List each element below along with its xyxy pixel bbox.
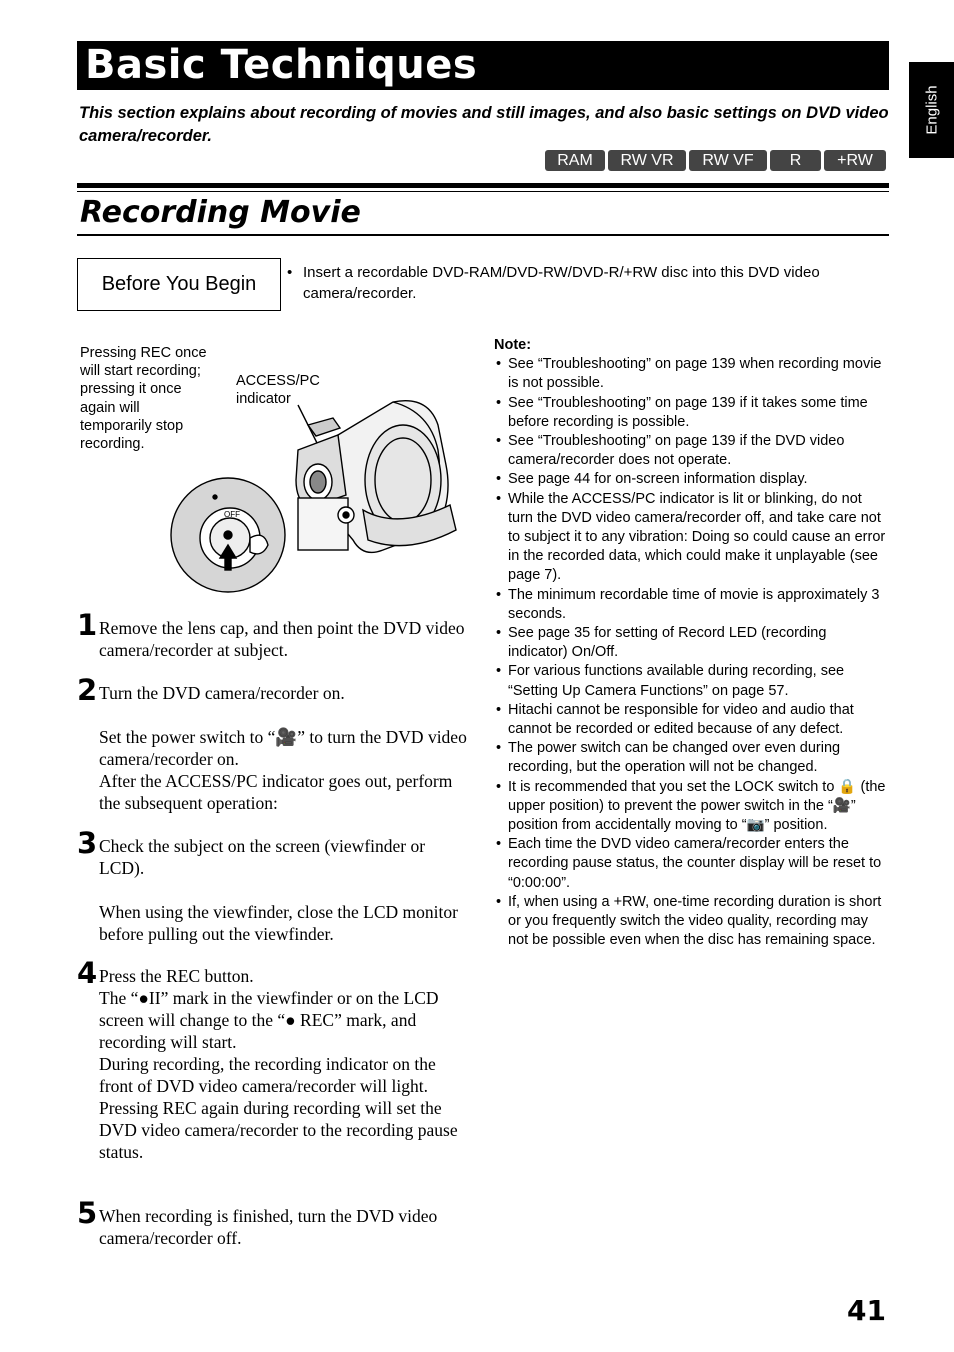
disc-tab-r: R [770, 150, 821, 171]
step-text: Set the power switch to “🎥” to turn the DVD video camera/recorder on. [99, 727, 467, 769]
step-number: 4 [77, 956, 98, 990]
step-text: Pressing REC again during recording will set the DVD video camera/recorder to the recording pause status. [99, 1098, 458, 1162]
section-rule-bottom [77, 234, 889, 236]
note-item: • It is recommended that you set the LOCK switch to 🔒 (the upper position) to prevent the power switch in the “🎥” position from accidentally moving to “📷” position. [494, 778, 889, 836]
step-number: 3 [77, 826, 98, 860]
disc-tab-rw-vr: RW VR [608, 150, 686, 171]
note-item: • See “Troubleshooting” on page 139 if the DVD video camera/recorder does not operate. [494, 432, 889, 470]
step-text: The “●II” mark in the viewfinder or on the LCD screen will change to the “● REC” mark, and recording will start. [99, 988, 439, 1052]
section-rule-thick [77, 183, 889, 188]
note-item: • See “Troubleshooting” on page 139 if it takes some time before recording is possible. [494, 394, 889, 432]
rec-callout: Pressing REC once will start recording; pressing it once again will temporarily stop recording. [80, 345, 207, 453]
note-item: • For various functions available during recording, see “Setting Up Camera Functions” on page 57. [494, 662, 889, 700]
note-item: • Each time the DVD video camera/recorder enters the recording pause status, the counter display will be reset to “0:00:00”. [494, 835, 889, 893]
section-rule-thin [77, 191, 889, 192]
step-3 [77, 826, 472, 945]
step-5 [77, 1196, 472, 1249]
page-number: 41 [847, 1294, 886, 1327]
language-label: English [923, 85, 940, 135]
section-title: Recording Movie [80, 195, 361, 230]
disc-tab-ram: RAM [545, 150, 605, 171]
note-item: • See page 44 for on-screen information display. [494, 470, 889, 489]
note-item: • See “Troubleshooting” on page 139 when recording movie is not possible. [494, 355, 889, 393]
step-text: Remove the lens cap, and then point the DVD video camera/recorder at subject. [99, 618, 465, 660]
intro-text: This section explains about recording of movies and still images, and also basic settings on DVD video camera/recorder. [79, 104, 889, 145]
disc-tab-plus-rw: +RW [824, 150, 886, 171]
note-item: • The power switch can be changed over even during recording, but the operation will not be changed. [494, 739, 889, 777]
note-item: • See page 35 for setting of Record LED (recording indicator) On/Off. [494, 624, 889, 662]
note-list [494, 355, 889, 950]
access-pc-callout: ACCESS/PC indicator [236, 373, 320, 408]
step-text: Turn the DVD camera/recorder on. [99, 683, 345, 703]
step-4 [77, 956, 472, 1163]
page-title: Basic Techniques [77, 41, 889, 90]
disc-type-tabs [545, 150, 886, 171]
note-item: • If, when using a +RW, one-time recording duration is short or you frequently switch the video quality, recording may not be possible even when the disc has remaining space. [494, 893, 889, 951]
note-item: • Hitachi cannot be responsible for video and audio that cannot be recorded or edited because of any defect. [494, 701, 889, 739]
step-number: 5 [77, 1196, 98, 1230]
note-block [494, 336, 889, 951]
before-you-begin-box: Before You Begin [77, 258, 281, 311]
before-you-begin-text [287, 262, 867, 304]
step-2 [77, 673, 472, 814]
bullet-icon: • [287, 264, 293, 281]
disc-tab-rw-vf: RW VF [689, 150, 767, 171]
step-text: Press the REC button. [99, 966, 254, 986]
step-text: When using the viewfinder, close the LCD monitor before pulling out the viewfinder. [99, 902, 458, 944]
step-1 [77, 608, 472, 661]
note-item: • While the ACCESS/PC indicator is lit or blinking, do not turn the DVD video camera/recorder off, and take care not to subject it to any vibration: Doing so could cause an error in the recorded data, which could make it unplayable (see page 7). [494, 490, 889, 586]
step-text: After the ACCESS/PC indicator goes out, perform the subsequent operation: [99, 771, 453, 813]
note-item: • The minimum recordable time of movie is approximately 3 seconds. [494, 586, 889, 624]
step-text: During recording, the recording indicator on the front of DVD video camera/recorder will light. [99, 1054, 436, 1096]
dial-off-label: OFF [224, 510, 240, 519]
step-text: Check the subject on the screen (viewfinder or LCD). [99, 836, 426, 878]
camcorder-illustration [168, 390, 468, 600]
before-you-begin-item: Insert a recordable DVD-RAM/DVD-RW/DVD-R/+RW disc into this DVD video camera/recorder. [303, 264, 820, 302]
step-text: When recording is finished, turn the DVD video camera/recorder off. [99, 1206, 438, 1248]
note-heading: Note: [494, 337, 532, 353]
language-tab [909, 62, 954, 158]
step-number: 1 [77, 608, 98, 642]
step-number: 2 [77, 673, 98, 707]
